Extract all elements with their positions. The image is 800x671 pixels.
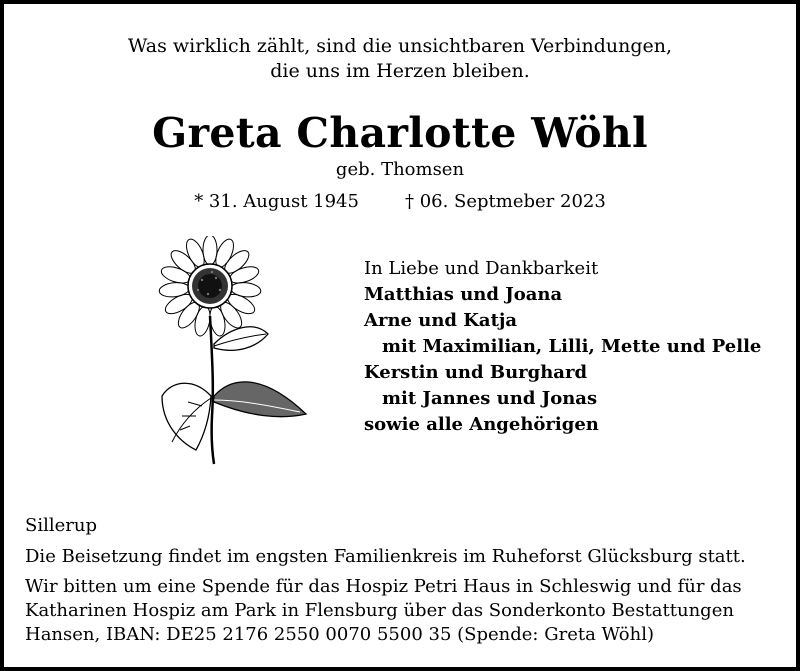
family-line: Arne und Katja bbox=[364, 310, 518, 331]
donation-notice bbox=[25, 575, 785, 647]
death-date: † 06. Septmeber 2023 bbox=[404, 191, 606, 212]
family-intro: In Liebe und Dankbarkeit bbox=[364, 258, 599, 279]
life-dates bbox=[4, 190, 796, 214]
funeral-notice: Die Beisetzung findet im engsten Familienkreis im Ruheforst Glücksburg statt. bbox=[25, 546, 746, 567]
birth-date: * 31. August 1945 bbox=[194, 191, 359, 212]
deceased-name: Greta Charlotte Wöhl bbox=[152, 109, 648, 157]
sunflower-icon bbox=[150, 236, 310, 468]
place-name: Sillerup bbox=[25, 515, 97, 536]
motto-line-2: die uns im Herzen bleiben. bbox=[270, 60, 530, 82]
family-line: Matthias und Joana bbox=[364, 284, 563, 305]
birth-name: geb. Thomsen bbox=[335, 159, 465, 180]
family-line: mit Jannes und Jonas bbox=[382, 388, 598, 409]
motto bbox=[4, 34, 796, 84]
motto-line-1: Was wirklich zählt, sind die unsichtbaren Verbindungen, bbox=[127, 35, 673, 57]
donation-line: Wir bitten um eine Spende für das Hospiz Petri Haus in Schleswig und für das bbox=[25, 576, 742, 597]
donation-line: Katharinen Hospiz am Park in Flensburg über das Sonderkonto Bestattungen bbox=[25, 600, 734, 621]
family-line: Kerstin und Burghard bbox=[364, 362, 588, 383]
family-line: mit Maximilian, Lilli, Mette und Pelle bbox=[382, 336, 762, 357]
obituary-notice bbox=[4, 4, 796, 667]
family-line: sowie alle Angehörigen bbox=[364, 414, 599, 435]
donation-line: Hansen, IBAN: DE25 2176 2550 0070 5500 35 (Spende: Greta Wöhl) bbox=[25, 624, 655, 645]
family-list bbox=[364, 256, 761, 438]
